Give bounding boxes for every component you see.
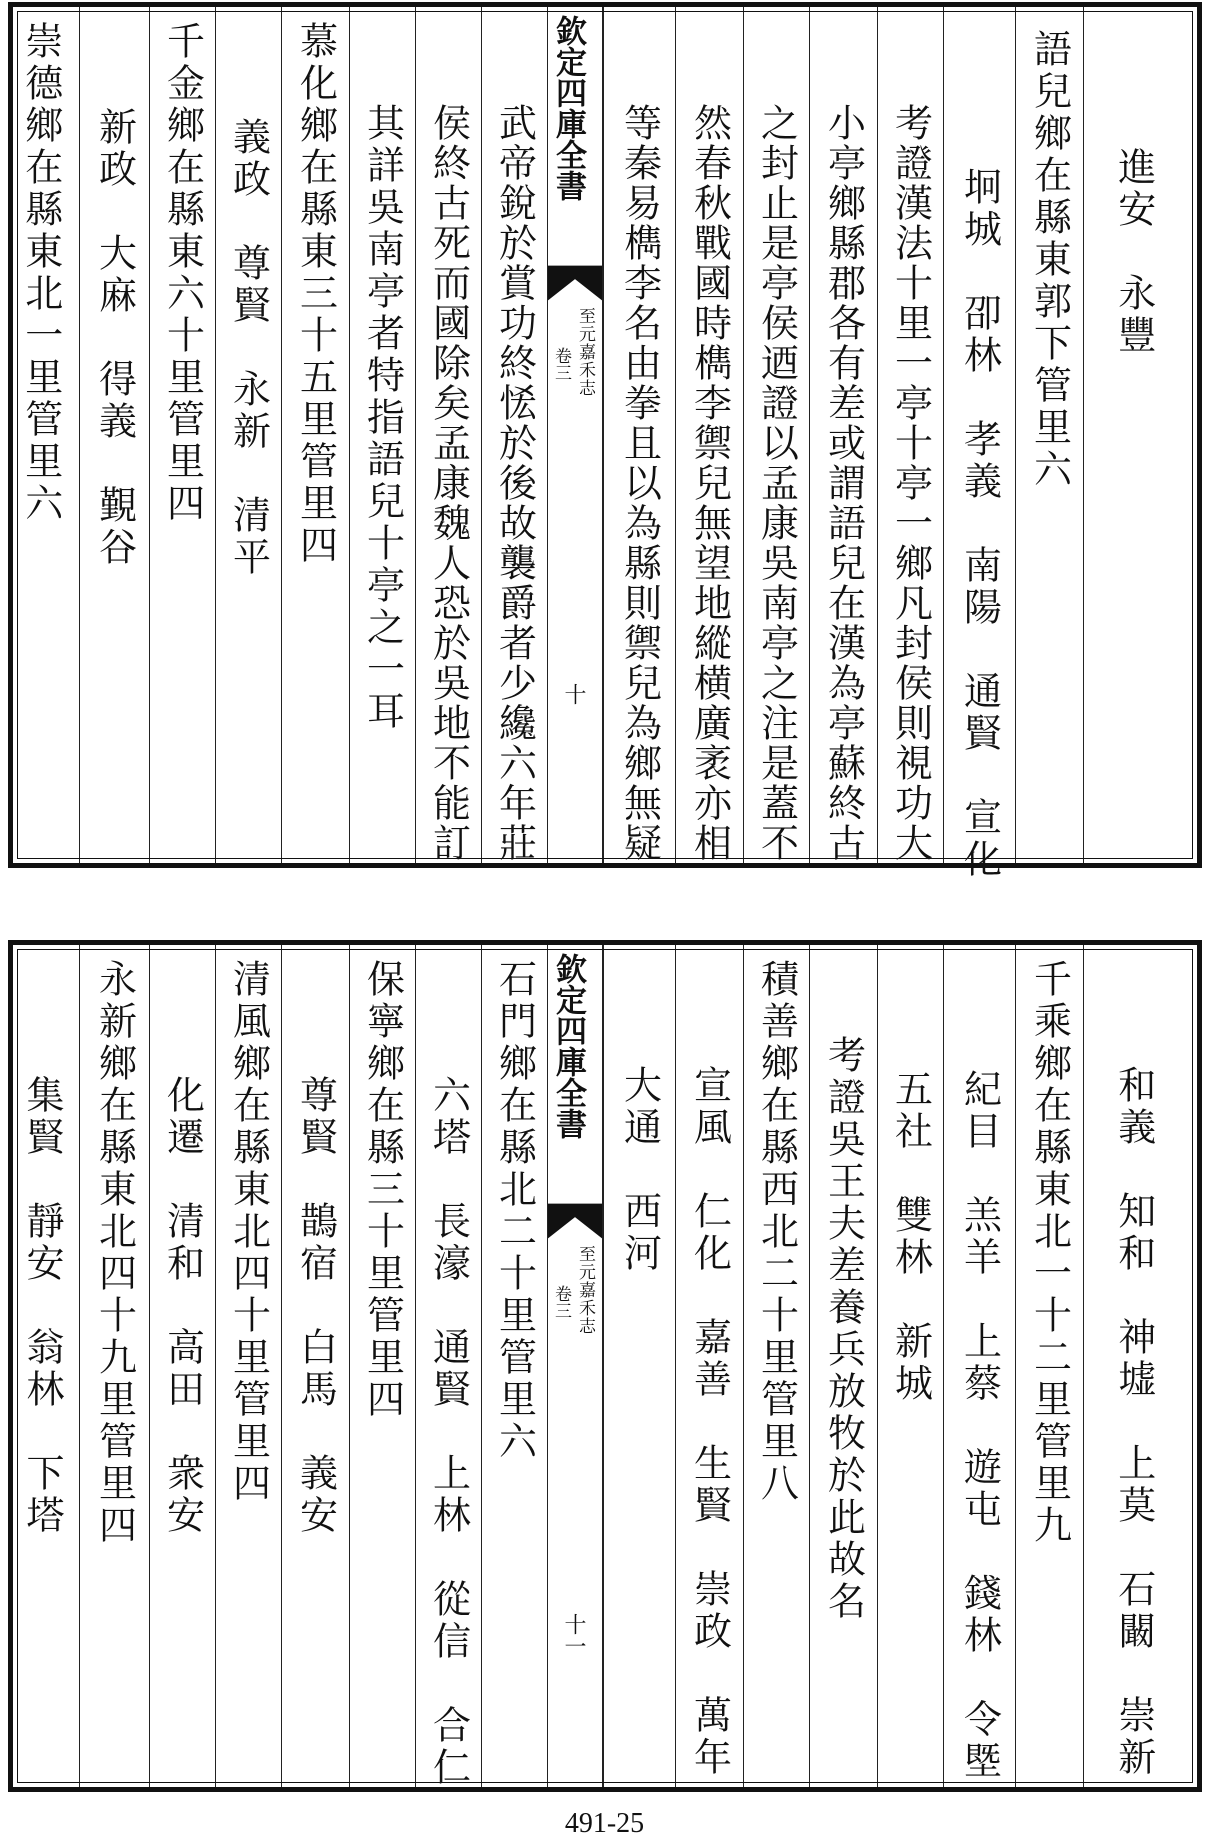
text-column [349,945,415,1787]
column-text: 然春秋戰國時檇李禦兒無望地縱横廣袤亦相 [687,103,732,863]
banner-juan: 卷三 [551,347,571,381]
text-column [149,7,215,863]
text-column [743,945,809,1787]
text-column [1083,7,1197,863]
column-text: 義政 尊賢 永新 清平 [226,117,271,579]
banner-folio: 十一 [561,1613,586,1657]
column-text: 積善鄉在縣西北二十里管里八 [754,959,799,1505]
text-column [809,945,877,1787]
column-text: 保寧鄉在縣三十里管里四 [360,959,405,1421]
center-banner [547,945,603,1787]
banner-subtitle: 至元嘉禾志 [575,1245,595,1335]
column-text: 進安 永豐 [1111,147,1156,357]
text-column [603,945,675,1787]
page-number: 491-25 [564,1808,645,1839]
text-column [79,945,149,1787]
text-column [877,945,943,1787]
text-column [215,945,281,1787]
column-text: 千乘鄉在縣東北一十二里管里九 [1027,959,1072,1547]
column-text: 紀目 羔羊 上蔡 遊屯 錢林 令塈 [957,1069,1002,1783]
center-banner [547,7,603,863]
text-column [809,7,877,863]
column-text: 石門鄉在縣北二十里管里六 [492,959,537,1463]
column-text: 六塔 長濠 通賢 上林 從信 合仁 [426,1075,471,1789]
column-text: 集賢 靜安 翁林 下塔 [20,1075,65,1537]
bottom-page [8,940,1202,1792]
column-text: 侯終古死而國除矣孟康魏人恐於吳地不能訂 [426,103,471,863]
text-column [281,7,349,863]
text-column [675,7,743,863]
column-text: 尊賢 鵲宿 白馬 義安 [293,1075,338,1537]
text-column [675,945,743,1787]
text-column [743,7,809,863]
banner-subtitle: 至元嘉禾志 [575,307,595,397]
column-text: 崇德鄉在縣東北一里管里六 [18,21,63,525]
column-text: 慕化鄉在縣東三十五里管里四 [293,21,338,567]
text-column [149,945,215,1787]
fishtail-ornament-icon [548,265,602,301]
text-column [415,945,481,1787]
column-text: 考證吳王夫差養兵放牧於此故名 [821,1035,866,1623]
text-column [481,945,547,1787]
column-text: 宣風 仁化 嘉善 生賢 崇政 萬年 [687,1065,732,1779]
column-text: 小亭鄉縣郡各有差或謂語兒在漢為亭蘇終古 [821,103,866,863]
fishtail-ornament-icon [548,1203,602,1239]
text-column [1015,7,1083,863]
column-text: 清風鄉在縣東北四十里管里四 [226,959,271,1505]
column-text: 語兒鄉在縣東郭下管里六 [1027,29,1072,491]
column-text: 等秦易檇李名由拳且以為縣則禦兒為鄉無疑 [617,103,662,863]
text-column [13,945,79,1787]
text-column [877,7,943,863]
text-column [281,945,349,1787]
text-column [79,7,149,863]
column-text: 化遷 清和 高田 衆安 [160,1075,205,1537]
text-column [1015,945,1083,1787]
text-column [349,7,415,863]
text-column [943,945,1015,1787]
text-column [415,7,481,863]
banner-title: 欽定四庫全書 [550,953,586,1139]
column-text: 千金鄉在縣東六十里管里四 [160,21,205,525]
text-column [13,7,79,863]
column-text: 和義 知和 神墟 上莫 石闞 崇新 [1111,1065,1156,1779]
column-text: 新政 大麻 得義 覲谷 [92,107,137,569]
banner-folio: 十 [561,683,586,705]
column-text: 其詳吳南亭者特指語兒十亭之一耳 [360,103,405,733]
text-column [215,7,281,863]
top-page [8,2,1202,881]
column-text: 大通 西河 [617,1065,662,1275]
text-column [481,7,547,863]
banner-title: 欽定四庫全書 [550,15,586,201]
column-text: 之封止是亭侯迺證以孟康吳南亭之注是蓋不 [754,103,799,863]
column-text: 五社 雙林 新城 [888,1069,933,1405]
column-text: 武帝銳於賞功終恡於後故襲爵者少纔六年莊 [492,103,537,863]
text-column [1083,945,1197,1787]
text-column [943,7,1015,881]
column-text: 考證漢法十里一亭十亭一鄉凡封侯則視功大 [888,103,933,863]
column-text: 永新鄉在縣東北四十九里管里四 [92,959,137,1547]
column-text: 坰城 卲林 孝義 南陽 通賢 宣化 [957,167,1002,881]
text-column [603,7,675,863]
banner-juan: 卷三 [551,1285,571,1319]
